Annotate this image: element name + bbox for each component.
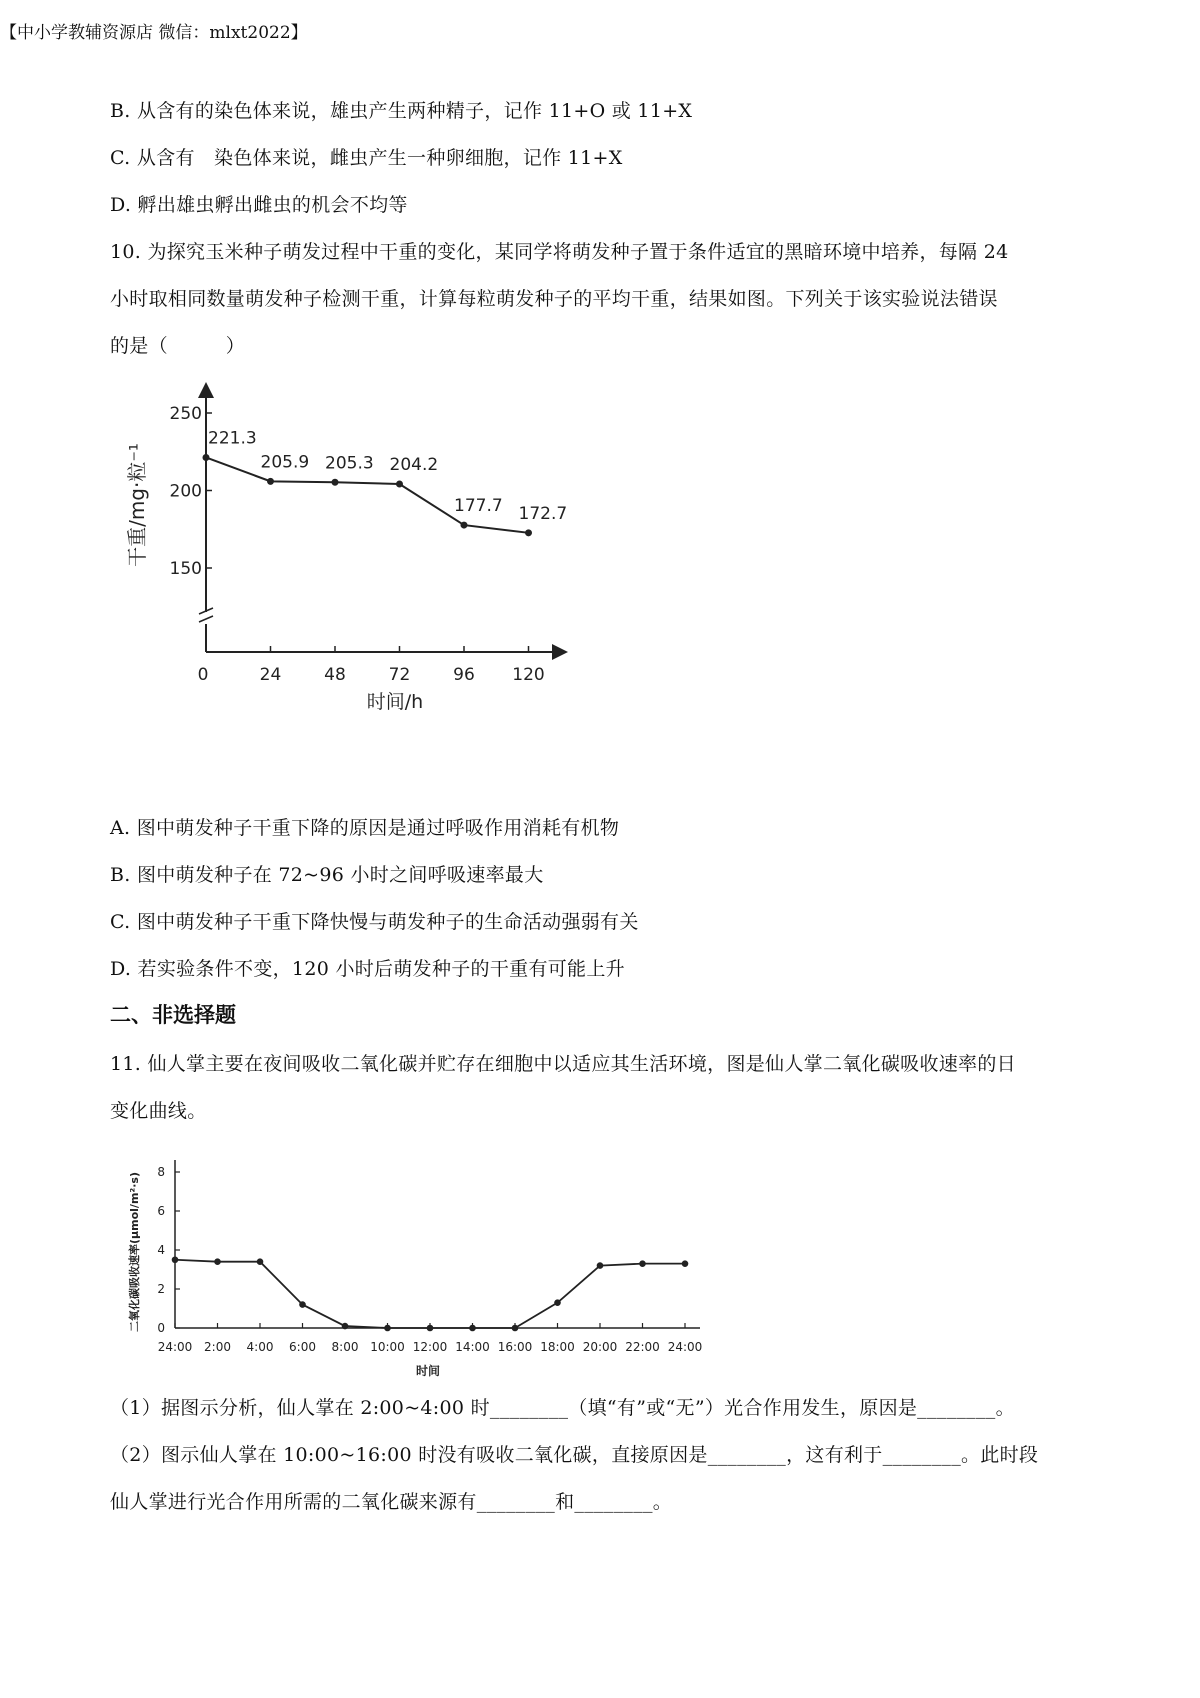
data-point [203, 454, 210, 461]
x-axis-label: 时间/h [366, 691, 424, 710]
y-tick-label: 2 [157, 1282, 165, 1296]
x-tick-label: 72 [388, 665, 411, 685]
x-tick-label: 18:00 [540, 1340, 575, 1354]
data-point [384, 1325, 391, 1332]
data-point [267, 478, 274, 485]
y-tick-label: 0 [157, 1321, 165, 1335]
q10-stem-line2: 小时取相同数量萌发种子检测干重，计算每粒萌发种子的平均干重，结果如图。下列关于该实验说法错误 [110, 288, 998, 310]
dry-weight-chart [120, 380, 580, 710]
x-tick-label: 4:00 [246, 1340, 274, 1354]
y-tick-label: 150 [169, 559, 202, 579]
axis-break-mark [199, 616, 213, 622]
q10-option-c: C. 图中萌发种子干重下降快慢与萌发种子的生命活动强弱有关 [110, 911, 639, 933]
x-tick-label: 24 [259, 665, 282, 685]
x-tick-label: 120 [512, 665, 545, 685]
q9-option-c: C. 从含有 染色体来说，雌虫产生一种卵细胞，记作 11+X [110, 147, 623, 169]
y-axis-label: 干重/mg·粒⁻¹ [125, 443, 149, 567]
q9-option-d: D. 孵出雄虫孵出雌虫的机会不均等 [110, 194, 408, 216]
data-label: 204.2 [389, 454, 439, 475]
q11-sub2-line1: （2）图示仙人掌在 10:00~16:00 时没有吸收二氧化碳，直接原因是________，这有利于________。此时段 [110, 1444, 1039, 1466]
q11-stem-line2: 变化曲线。 [110, 1100, 207, 1122]
x-tick-label: 14:00 [455, 1340, 490, 1354]
data-label: 205.3 [325, 453, 374, 474]
data-point [214, 1258, 221, 1265]
data-point [682, 1260, 689, 1267]
data-label: 205.9 [260, 452, 310, 473]
data-point [554, 1299, 561, 1306]
y-tick-label: 8 [157, 1165, 165, 1179]
x-tick-label: 96 [453, 665, 475, 685]
data-point [342, 1323, 349, 1330]
section-title: 二、非选择题 [110, 1003, 236, 1027]
data-point [461, 522, 468, 529]
q10-stem-line3: 的是（ ） [110, 335, 246, 357]
header-watermark: 【中小学教辅资源店 微信：mlxt2022】 [0, 23, 308, 43]
data-point [172, 1256, 179, 1263]
data-label: 177.7 [454, 496, 503, 517]
q10-stem-line1: 10. 为探究玉米种子萌发过程中干重的变化，某同学将萌发种子置于条件适宜的黑暗环境中培养，每隔 24 [110, 241, 1009, 263]
data-label: 172.7 [518, 503, 568, 524]
y-axis-label: 二氧化碳吸收速率(μmol/m²·s) [128, 1172, 141, 1332]
x-tick-label: 10:00 [370, 1340, 405, 1354]
x-tick-label: 16:00 [497, 1340, 533, 1354]
x-tick-label: 22:00 [625, 1340, 660, 1354]
y-tick-label: 200 [169, 481, 202, 502]
x-tick-label: 24:00 [667, 1340, 703, 1354]
q9-option-b: B. 从含有的染色体来说，雄虫产生两种精子，记作 11+O 或 11+X [110, 100, 693, 122]
data-point [427, 1325, 434, 1332]
data-point [469, 1325, 476, 1332]
x-tick-label: 0 [197, 665, 209, 685]
data-point [525, 529, 532, 536]
data-point [332, 479, 339, 486]
x-tick-label: 2:00 [204, 1340, 231, 1354]
x-tick-label: 48 [324, 665, 346, 685]
q10-option-d: D. 若实验条件不变，120 小时后萌发种子的干重有可能上升 [110, 958, 625, 980]
q11-sub1: （1）据图示分析，仙人掌在 2:00~4:00 时________（填“有”或“无”）光合作用发生，原因是________。 [110, 1397, 1015, 1419]
co2-rate-chart [120, 1150, 720, 1385]
series-line [175, 1260, 685, 1328]
x-tick-label: 8:00 [331, 1340, 359, 1354]
data-label: 221.3 [208, 428, 257, 449]
q10-option-b: B. 图中萌发种子在 72~96 小时之间呼吸速率最大 [110, 864, 544, 886]
data-point [597, 1262, 604, 1269]
data-point [512, 1325, 519, 1332]
data-point [299, 1301, 306, 1308]
q11-stem-line1: 11. 仙人掌主要在夜间吸收二氧化碳并贮存在细胞中以适应其生活环境，图是仙人掌二氧化碳吸收速率的日 [110, 1053, 1016, 1075]
data-point [257, 1258, 264, 1265]
y-tick-label: 250 [169, 404, 202, 424]
q11-sub2-line2: 仙人掌进行光合作用所需的二氧化碳来源有________和________。 [110, 1491, 673, 1513]
data-point [396, 480, 403, 487]
x-axis-label: 时间 [415, 1364, 441, 1378]
x-tick-label: 6:00 [289, 1340, 316, 1354]
y-tick-label: 4 [157, 1243, 165, 1257]
y-tick-label: 6 [157, 1204, 165, 1218]
data-point [639, 1260, 646, 1267]
x-tick-label: 12:00 [412, 1340, 448, 1354]
q10-option-a: A. 图中萌发种子干重下降的原因是通过呼吸作用消耗有机物 [110, 817, 620, 839]
x-tick-label: 20:00 [582, 1340, 618, 1354]
x-tick-label: 24:00 [157, 1340, 193, 1354]
